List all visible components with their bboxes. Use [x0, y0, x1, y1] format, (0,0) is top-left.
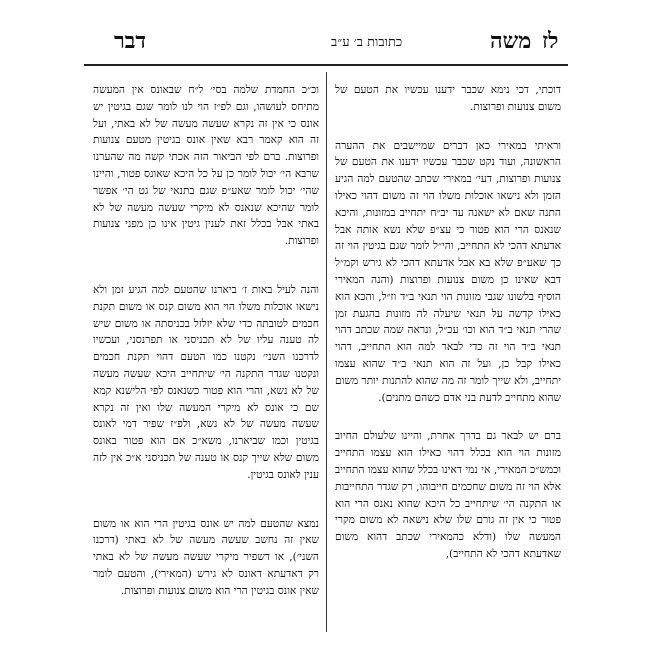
left-column [93, 82, 319, 600]
header-left-title: דבר [114, 28, 146, 54]
paragraph: וכ״כ החמדת שלמה בסי׳ ל״ח שבאונס אין המעשה מתיחס לעושהו, וגם לפ״ז הוי לנו לומר שגם בגיטין יש אונס כי אין זה נקרא שעשה מעשה של לא באתי, ועל זה הוא קאמר רבא שאין אונס בגיטין מטעם צנועות ופרוצות. ברם לפי הביאור הזה אכתי קשה מה שהערנו שרבא הי׳ יכול לומר כן על כל היכא שאונס פטור, והיינו שהי׳ יכול לומר שאע״פ שגם בתנאי של גט הי׳ אפשר לומר שהיכא שנאנס לא מיקרי שעשה מעשה של לא באתי אבל בכלל זאת לענין גיטין אינו כן מפני צנועות ופרוצות. [93, 84, 319, 248]
paragraph: ברם יש לבאר גם בדרך אחרת, והיינו שלעולם החיוב מזונות הוי הוא בכלל דהוי כאילו הוא עצמו התחייב וכמש״כ המאירי, אי נמי דאינו בכלל שהוא עצמו התחייב אלא הוי זה משום שחכמים חייבוהו, רק שגדר התחייבות או התקנה הי׳ שיתחייב כל היכא שהוא נאנס הרי הוא פטור כי אין זה גורם שלו שלא נישאה לא משום מקרי המעשה שלו (ודלא כהמאירי שכתב דהוא משום שאדעתא דהכי לא התחייב), [335, 430, 561, 560]
paragraph: דוכתי, דכי נימא שכבר ידענו עכשיו את הטעם של משום צנועות ופרוצות. [335, 84, 561, 113]
column-divider [326, 72, 327, 632]
paragraph: נמצא שהטעם למה יש אונס בגיטין הרי הוא או משום שאין זה נחשב שעשה מעשה של לא באתי (דרכנו השני׳), או דשפיר מיקרי שעשה מעשה של לא באתי רק דאדעתא דאונס לא גירש (המאירי), והטעם לומר שאין אונס בגיטין הרי הוא משום צנועות ופרוצות. [93, 517, 319, 597]
header-tractate: כתובות ב׳ ע״ב [331, 35, 403, 50]
page-header [84, 22, 568, 66]
right-column [335, 82, 561, 563]
header-page-number: לז [542, 28, 559, 54]
paragraph: וראיתי במאירי כאן דברים שמיישבים את ההערה הראשונה, ועוד נקט שכבר עכשיו ידענו את הטעם של צנועות ופרוצות, דעי׳ במאירי שכתב שהטעם למה הגיע הזמן ולא נישאו אוכלות משלו הוי זה משום דהוי כאילו התנה שאם לא ישאנה עד יב״ח יתחייב במזונות, והיכא שנאנס הרי הוא פטור כי עצ״פ שלא נשא אותה אבל אדעתא דהכי לא התחייב, והי״ל לומר שגם בגיטין הוי זה כך שאע״פ שלא בא אבל אדעתא דהכי לא גירש וקמ״ל דבא שאינו כן משום צנועות ופרוצות (והנה המאירי הוסיף בלשונו שגבי מזונות הוי תנאי ב״ד וז״ל, והכא הוא כאילו קדשה על תנאי שיעלה לה מזונות בהגעת זמן שהרי תנאי ב״ד הוא וכו׳ עכ״ל, ונראה שמה שכתב דהוי תנאי ב״ד הוי זה כדי לבאר למה הוא התחייב, דהוי כאילו קבל כן, ועל זה הוא תנאי ב״ד שהוא עצמו יתחייב, ולא שייך לומר זה מה שהוא להתנות יותר משום שהוא מתחייב לדעת בני אדם כשהם מתנים). [335, 139, 561, 404]
header-book-title: משה [490, 28, 532, 54]
header-rule [84, 64, 568, 66]
paragraph: והנה לעיל באות ז׳ ביארנו שהטעם למה הגיע זמן ולא נישאו אוכלות משלו הוי הוא משום קנס או משום תקנת חכמים לטובתה כדי שלא יזלזל בכניסתה או משום שיש לה טענה עליו של לא תכניסני או תפרנסני, ועכשיו לדרכנו השני׳ נקטנו כמו הטעם דהוי תקנת חכמים ונקטנו שגדר התקנה הי׳ שיתחייב היכא שעשה מעשה של לא נשא, והרי הוא פטור כשנאנס לפי הלישנא קמא שם כי אונס לא מיקרי המעשה שלו ואין זה נקרא שעשה מעשה של לא נשא, ולפ״ז שפיר דמי לאונס בגיטין וכמו שביארנו, משא״כ אם הוא פטור באונס משום שלא שייך קנס או טענה של תכניסני א״כ אין לזה ענין לאונס בגיטין. [93, 283, 319, 481]
